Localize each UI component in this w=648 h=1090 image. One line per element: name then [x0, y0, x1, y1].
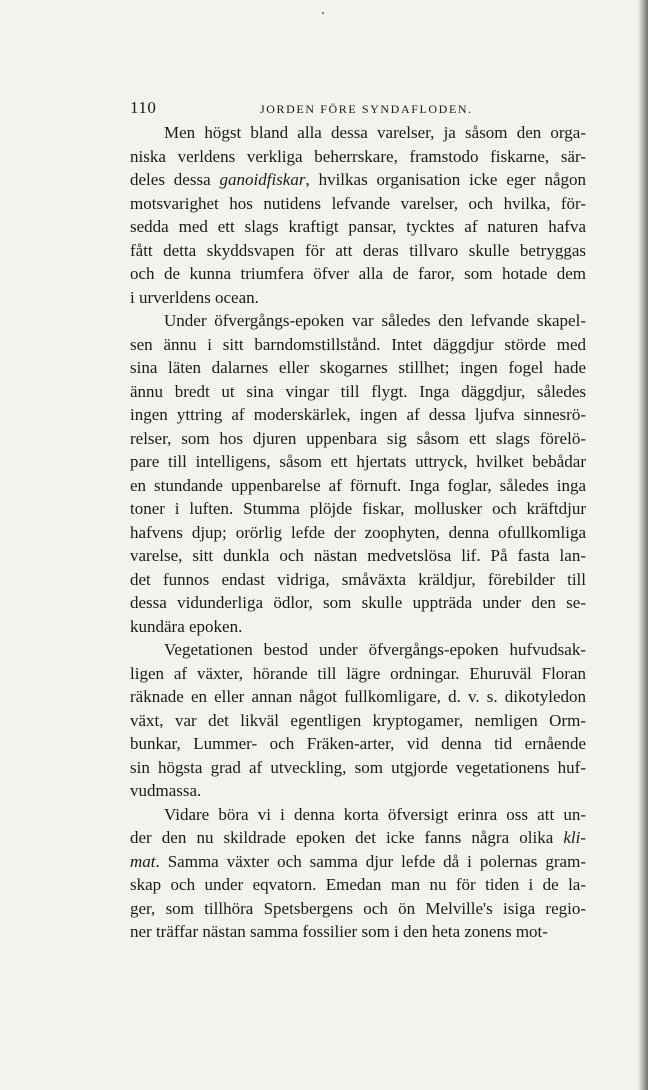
body-text: [130, 121, 586, 944]
paragraph: [130, 309, 586, 638]
text-run: en stundande uppenbarelse af förnuft. Inga foglar, således inga: [130, 475, 586, 495]
text-run: ingen yttring af moderskärlek, ingen af dessa ljufva sinnesrö-: [130, 405, 586, 424]
text-line: [130, 920, 586, 944]
text-run: der den nu skildrade epoken det icke fanns några olika: [130, 828, 564, 847]
text-run: i urverldens ocean.: [130, 287, 259, 307]
text-run: Under öfvergångs-epoken var således den lefvande skapel-: [164, 311, 586, 330]
text-run: hafvens djup; orörlig lefde der zoophyten, denna ofullkomliga: [130, 522, 586, 542]
text-run: Vidare böra vi i denna korta öfversigt erinra oss att un-: [164, 804, 586, 824]
text-line: [130, 850, 586, 874]
text-run: motsvarighet hos nutidens lefvande varelser, och hvilka, för-: [130, 193, 586, 213]
text-run: ligen af växter, hörande till lägre ordningar. Ehuruväl Floran: [130, 663, 586, 683]
text-line: [130, 615, 586, 639]
text-run: sedda med ett slags kraftigt pansar, tycktes af naturen hafva: [130, 217, 586, 236]
text-line: [130, 192, 586, 216]
text-run: det funnos endast vidriga, småväxta kräldjur, förebilder till: [130, 569, 586, 589]
text-line: [130, 803, 586, 827]
text-run: dessa vidunderliga ödlor, som skulle uppträda under den se-: [130, 593, 586, 612]
text-line: [130, 826, 586, 850]
page-edge-shadow: [638, 0, 648, 1090]
text-line: [130, 145, 586, 169]
text-run: och de kunna triumfera öfver alla de faror, som hotade dem: [130, 264, 586, 283]
ink-speck: [322, 12, 324, 14]
text-run: , hvilkas organisation icke eger någon: [305, 170, 586, 189]
text-line: [130, 333, 586, 357]
paragraph: [130, 803, 586, 944]
text-run: sin högsta grad af utveckling, som utgjorde vegetationens huf-: [130, 757, 586, 777]
italic-text: kli-: [563, 828, 586, 847]
text-line: [130, 309, 586, 333]
text-run: ännu bredt ut sina vingar till flygt. Inga däggdjur, således: [130, 381, 586, 401]
text-run: bunkar, Lummer- och Fräken-arter, vid denna tid ernående: [130, 734, 586, 753]
text-run: ger, som tillhöra Spetsbergens och ön Melville's isiga regio-: [130, 898, 586, 918]
running-title: JORDEN FÖRE SYNDAFLODEN.: [260, 102, 473, 116]
text-run: Men högst bland alla dessa varelser, ja såsom den orga-: [164, 123, 586, 142]
page-number: 110: [130, 98, 157, 117]
text-run: sina läten dalarnes eller skogarnes stillhet; ingen fogel hade: [130, 358, 586, 377]
text-line: [130, 356, 586, 380]
text-line: [130, 685, 586, 709]
italic-text: mat: [130, 851, 156, 871]
text-line: [130, 732, 586, 756]
text-line: [130, 380, 586, 404]
text-line: [130, 638, 586, 662]
text-line: [130, 239, 586, 263]
italic-text: ganoidfiskar: [219, 170, 306, 189]
text-run: varelse, sitt dunkla och nästan medvetslösa lif. På fasta lan-: [130, 546, 586, 565]
text-line: [130, 521, 586, 545]
text-line: [130, 286, 586, 310]
text-run: ner träffar nästan samma fossilier som i den heta zonens mot-: [130, 922, 548, 941]
text-run: Vegetationen bestod under öfvergångs-epoken hufvudsak-: [164, 640, 586, 659]
paragraph: [130, 121, 586, 309]
text-line: [130, 897, 586, 921]
text-run: växt, var det likväl egentligen kryptogamer, nemligen Orm-: [130, 710, 586, 730]
paragraph: [130, 638, 586, 803]
text-run: niska verldens verkliga beherrskare, framstodo fiskarne, sär-: [130, 146, 586, 166]
text-run: räknade en eller annan något fullkomligare, d. v. s. dikotyledon: [130, 687, 586, 706]
running-head: [130, 98, 586, 120]
text-run: fått detta skyddsvapen för att deras tillvaro skulle betryggas: [130, 240, 586, 260]
text-line: [130, 709, 586, 733]
text-line: [130, 427, 586, 451]
text-line: [130, 779, 586, 803]
text-run: pare till intelligens, såsom ett hjertats uttryck, hvilket bebådar: [130, 452, 586, 471]
text-line: [130, 403, 586, 427]
text-run: toner i luften. Stumma plöjde fiskar, mollusker och kräftdjur: [130, 499, 586, 518]
text-run: relser, som hos djuren uppenbara sig såsom ett slags förelö-: [130, 428, 586, 448]
text-line: [130, 215, 586, 239]
text-run: deles dessa: [130, 170, 220, 189]
text-line: [130, 544, 586, 568]
text-run: vudmassa.: [130, 781, 202, 800]
text-line: [130, 662, 586, 686]
text-line: [130, 168, 586, 192]
text-line: [130, 873, 586, 897]
text-line: [130, 450, 586, 474]
text-line: [130, 474, 586, 498]
text-line: [130, 121, 586, 145]
text-run: sen ännu i sitt barndomstillstånd. Intet däggdjur störde med: [130, 334, 586, 354]
text-line: [130, 497, 586, 521]
text-run: . Samma växter och samma djur lefde då i polernas gram-: [155, 851, 586, 871]
text-line: [130, 262, 586, 286]
text-line: [130, 756, 586, 780]
text-line: [130, 591, 586, 615]
text-line: [130, 568, 586, 592]
text-run: kundära epoken.: [130, 616, 243, 636]
text-run: skap och under eqvatorn. Emedan man nu för tiden i de la-: [130, 875, 586, 894]
